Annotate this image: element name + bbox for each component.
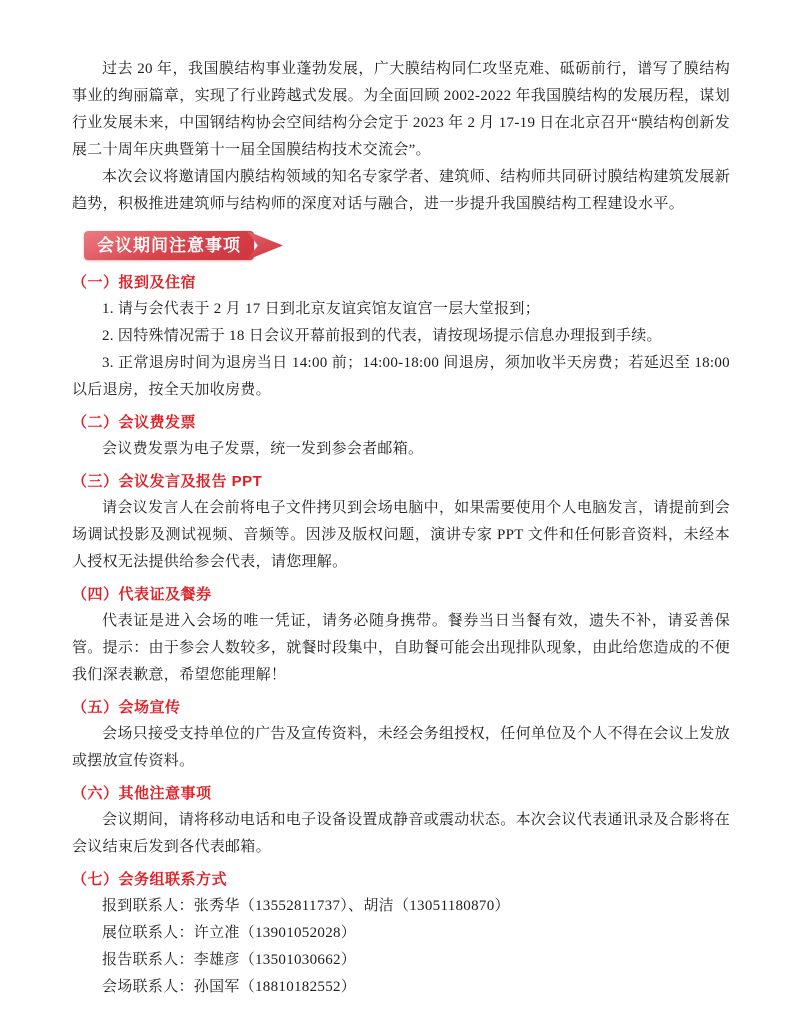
contact-line: 会场联系人：孙国军（18810182552） — [102, 979, 357, 995]
section-invoice — [72, 409, 730, 463]
section-title: （五）会场宣传 — [72, 699, 181, 716]
intro-paragraph-2: 本次会议将邀请国内膜结构领域的知名专家学者、建筑师、结构师共同研讨膜结构建筑发展新趋势，积极推进建筑师与结构师的深度对话与融合，进一步提升我国膜结构工程建设水平。 — [72, 169, 730, 212]
section-speech-ppt — [72, 468, 730, 576]
section-paragraph: 3. 正常退房时间为退房当日 14:00 前；14:00-18:00 间退房，须加收半天房费；若延迟至 18:00 以后退房，按全天加收房费。 — [72, 355, 730, 398]
section-title: （七）会务组联系方式 — [72, 871, 228, 888]
banner-label: 会议期间注意事项 — [84, 231, 254, 260]
section-other-notes — [72, 780, 730, 861]
section-paragraph: 代表证是进入会场的唯一凭证，请务必随身携带。餐券当日当餐有效，遗失不补，请妥善保管。提示：由于参会人数较多，就餐时段集中，自助餐可能会出现排队现象，由此给您造成的不便我们深表歉意，希望您能理解！ — [72, 613, 730, 683]
section-checkin-accommodation — [72, 269, 730, 404]
section-contacts — [72, 866, 730, 1001]
contact-line: 报到联系人：张秀华（13552811737）、胡洁（13051180870） — [102, 898, 510, 914]
contact-line: 展位联系人：许立准（13901052028） — [102, 925, 357, 941]
section-title: （四）代表证及餐券 — [72, 586, 212, 603]
contact-line: 报告联系人：李雄彦（13501030662） — [102, 952, 357, 968]
notice-banner — [84, 231, 730, 260]
section-paragraph: 请会议发言人在会前将电子文件拷贝到会场电脑中，如果需要使用个人电脑发言，请提前到会场调试投影及测试视频、音频等。因涉及版权问题，演讲专家 PPT 文件和任何影音资料，未经本人授权无法提供给参会代表，请您理解。 — [72, 500, 730, 570]
section-title: （一）报到及住宿 — [72, 274, 197, 291]
section-paragraph: 1. 请与会代表于 2 月 17 日到北京友谊宾馆友谊宫一层大堂报到； — [102, 301, 541, 317]
section-title: （六）其他注意事项 — [72, 785, 212, 802]
section-paragraph: 会议期间，请将移动电话和电子设备设置成静音或震动状态。本次会议代表通讯录及合影将在会议结束后发到各代表邮箱。 — [72, 812, 730, 855]
section-badge-meal-ticket — [72, 581, 730, 689]
intro-paragraph-1: 过去 20 年，我国膜结构事业蓬勃发展，广大膜结构同仁攻坚克难、砥砺前行，谱写了膜结构事业的绚丽篇章，实现了行业跨越式发展。为全面回顾 2002-2022 年我国膜结构的发展历程，谋划行业发展未来，中国钢结构协会空间结构分会定于 2023 年 2 月 17-19 日在北京召开“膜结构创新发展二十周年庆典暨第十一届全国膜结构技术交流会”。 — [72, 61, 730, 158]
section-paragraph: 会议费发票为电子发票，统一发到参会者邮箱。 — [102, 441, 424, 457]
section-title: （三）会议发言及报告 PPT — [72, 473, 263, 490]
section-title: （二）会议费发票 — [72, 414, 197, 431]
section-paragraph: 2. 因特殊情况需于 18 日会议开幕前报到的代表，请按现场提示信息办理报到手续。 — [102, 328, 662, 344]
section-venue-promotion — [72, 694, 730, 775]
section-paragraph: 会场只接受支持单位的广告及宣传资料，未经会务组授权，任何单位及个人不得在会议上发放或摆放宣传资料。 — [72, 726, 730, 769]
